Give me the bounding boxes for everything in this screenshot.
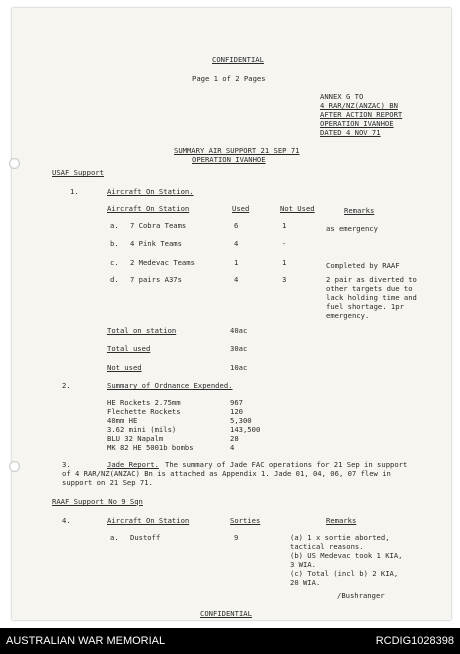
total-on-station-value: 40ac — [230, 326, 248, 335]
document-page: CONFIDENTIAL Page 1 of 2 Pages ANNEX G TO 4 RAR/NZ(ANZAC) BN AFTER ACTION REPORT OPERATION IVANHOE DATED 4 NOV 71 SUMMARY AIR SUPPORT 21 SEP 71 OPERATION IVANHOE USAF Support 1. Aircraft On Station. Aircraft On Station Used Not Used Remarks a. 7 Cobra Teams 6 1 as emergency b. 4 Pink Teams 4 - c. 2 Medevac Teams 1 1 Completed by RAAF d. 7 pairs A37s 4 3 2 pair as diverted to other targets due to lack holding time and fuel shortage. 1pr emergency. Total on station 40ac Total used 30ac Not used 10ac 2. Summary of Ordnance Expended. HE Rockets 2.75mm 967 Flechette Rockets 120 40mm HE 5,300 3.62 mini (mils) 143,500 BLU 32 Napalm 28 MK 82 HE 5001b bombs 4 3. Jade Report. The summary of Jade FAC operations for 21 Sep in support of 4 RAR/NZ(ANZAC) Bn is attached as Appendix 1. Jade 01, 04, 06, 07 flew in support on 21 Sep 71. RAAF Support No 9 Sqn 4. Aircraft On Station Sorties Remarks a. Dustoff 9 (a) 1 x sortie aborted, tactical reasons. (b) US Medevac took 1 KIA, 3 WIA. (c) Total (incl b) 2 KIA, 20 WIA. /Bushranger CONFIDENTIAL — [12, 8, 451, 620]
annex-line: AFTER ACTION REPORT — [320, 110, 403, 119]
signoff: /Bushranger — [337, 591, 385, 600]
not-used-label: Not used — [107, 363, 142, 372]
col-aircraft: Aircraft On Station — [107, 516, 190, 525]
para-number: 2. — [62, 381, 71, 390]
col-not-used: Not Used — [280, 204, 315, 213]
para-title: Jade Report. — [107, 460, 159, 469]
para-title: Summary of Ordnance Expended. — [107, 381, 233, 390]
watermark-bar — [0, 628, 460, 654]
para-number: 1. — [70, 187, 79, 196]
usaf-heading: USAF Support — [52, 168, 104, 177]
annex-line: ANNEX G TO — [320, 92, 364, 101]
col-remarks: Remarks — [344, 206, 375, 215]
punch-hole — [9, 158, 20, 169]
punch-hole — [9, 461, 20, 472]
page-number: Page 1 of 2 Pages — [192, 74, 266, 83]
col-aircraft: Aircraft On Station — [107, 204, 190, 213]
raaf-heading: RAAF Support No 9 Sqn — [52, 497, 143, 506]
annex-line: DATED 4 NOV 71 — [320, 128, 381, 137]
para-title: Aircraft On Station. — [107, 187, 194, 196]
not-used-value: 10ac — [230, 363, 248, 372]
total-used-value: 30ac — [230, 344, 248, 353]
classification-top: CONFIDENTIAL — [212, 55, 264, 64]
document-title: SUMMARY AIR SUPPORT 21 SEP 71 — [174, 146, 300, 155]
col-used: Used — [232, 204, 250, 213]
document-subtitle: OPERATION IVANHOE — [192, 155, 266, 164]
total-on-station-label: Total on station — [107, 326, 177, 335]
classification-bottom: CONFIDENTIAL — [200, 609, 252, 618]
annex-line: 4 RAR/NZ(ANZAC) BN — [320, 101, 398, 110]
para-number: 4. — [62, 516, 71, 525]
col-remarks: Remarks — [326, 516, 357, 525]
watermark-right: RCDIG1028398 — [375, 635, 454, 647]
total-used-label: Total used — [107, 344, 151, 353]
watermark-left: AUSTRALIAN WAR MEMORIAL — [6, 635, 166, 647]
col-sorties: Sorties — [230, 516, 261, 525]
annex-line: OPERATION IVANHOE — [320, 119, 394, 128]
